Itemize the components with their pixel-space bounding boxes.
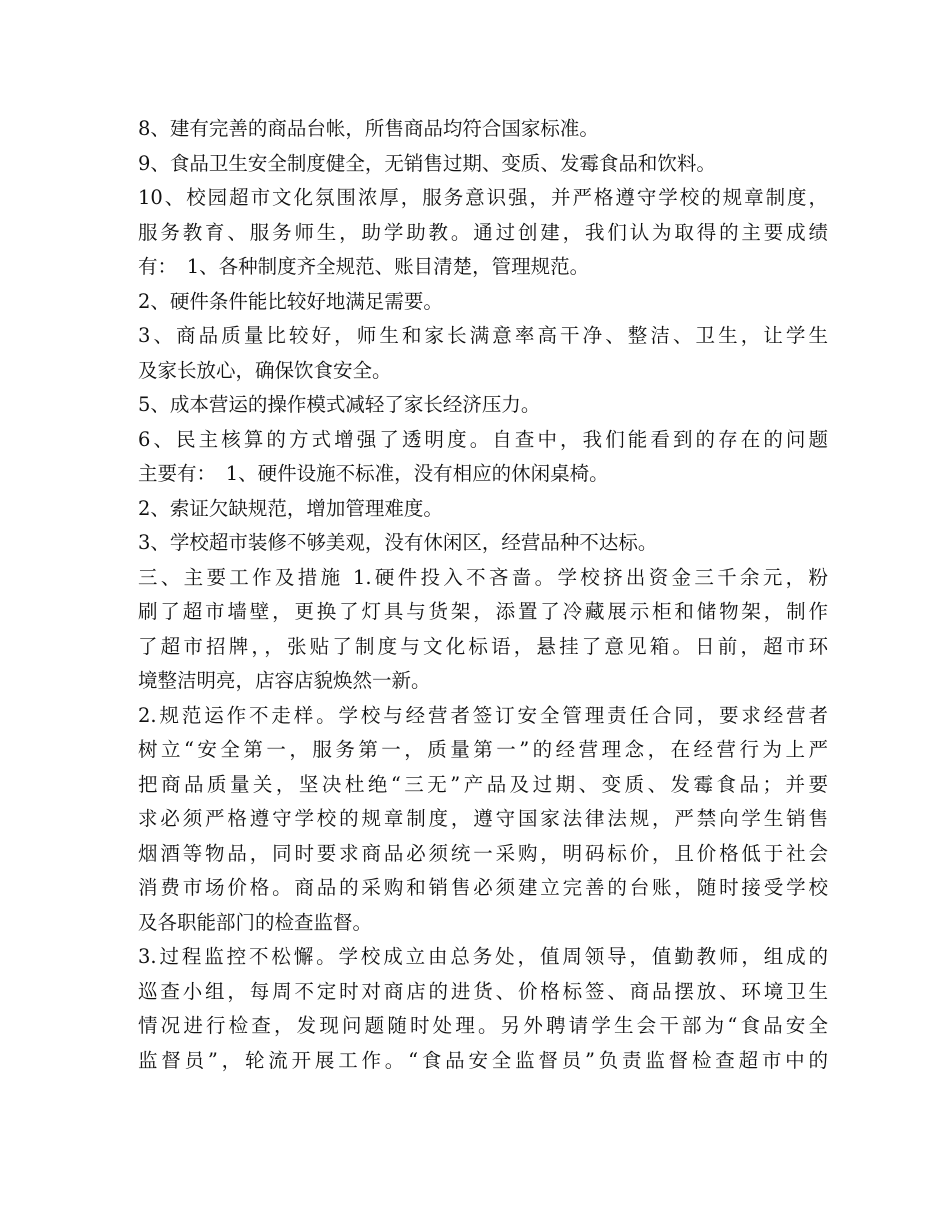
paragraph-line: 8、建有完善的商品台帐，所售商品均符合国家标准。: [138, 117, 599, 140]
paragraph-line: 烟酒等物品，同时要求商品必须统一采购，明码标价，且价格低于社会: [138, 841, 828, 865]
paragraph-line: 服务教育、服务师生，助学助教。通过创建，我们认为取得的主要成绩: [138, 220, 828, 244]
paragraph-line: 6、民主核算的方式增强了透明度。自查中，我们能看到的存在的问题: [138, 427, 828, 451]
paragraph-line: 主要有： 1、硬件设施不标准，没有相应的休闲桌椅。: [138, 462, 609, 485]
paragraph-line: 求必须严格遵守学校的规章制度，遵守国家法律法规，严禁向学生销售: [138, 807, 828, 830]
paragraph-line: 把商品质量关，坚决杜绝“三无”产品及过期、变质、发霉食品；并要: [138, 772, 828, 796]
paragraph-line: 三、主要工作及措施 1.硬件投入不吝啬。学校挤出资金三千余元，粉: [138, 565, 828, 589]
document-body: [138, 112, 828, 1078]
paragraph-line: 了超市招牌，，张贴了制度与文化标语，悬挂了意见箱。日前，超市环: [138, 634, 828, 658]
paragraph-line: 巡查小组，每周不定时对商店的进货、价格标签、商品摆放、环境卫生: [138, 979, 828, 1003]
paragraph-line: 监督员”，轮流开展工作。“食品安全监督员”负责监督检查超市中的: [138, 1048, 828, 1072]
paragraph-line: 2、索证欠缺规范，增加管理难度。: [138, 496, 443, 520]
paragraph-line: 及各职能部门的检查监督。: [138, 910, 373, 934]
paragraph-line: 5、成本营运的操作模式减轻了家长经济压力。: [138, 393, 541, 416]
paragraph-line: 2、硬件条件能比较好地满足需要。: [138, 289, 443, 313]
paragraph-line: 3、学校超市装修不够美观，没有休闲区，经营品种不达标。: [138, 531, 658, 554]
paragraph-line: 有： 1、各种制度齐全规范、账目清楚，管理规范。: [138, 255, 590, 278]
paragraph-line: 及家长放心，确保饮食安全。: [138, 358, 392, 382]
paragraph-line: 消费市场价格。商品的采购和销售必须建立完善的台账，随时接受学校: [138, 876, 828, 899]
paragraph-line: 2.规范运作不走样。学校与经营者签订安全管理责任合同，要求经营者: [138, 703, 828, 727]
paragraph-line: 3、商品质量比较好，师生和家长满意率高干净、整洁、卫生，让学生: [138, 324, 828, 347]
paragraph-line: 10、校园超市文化氛围浓厚，服务意识强，并严格遵守学校的规章制度，: [138, 186, 828, 209]
paragraph-line: 刷了超市墙壁，更换了灯具与货架，添置了冷藏展示柜和储物架，制作: [138, 600, 828, 623]
paragraph-line: 情况进行检查，发现问题随时处理。另外聘请学生会干部为“食品安全: [138, 1014, 828, 1037]
paragraph-line: 9、食品卫生安全制度健全，无销售过期、变质、发霉食品和饮料。: [138, 151, 716, 175]
paragraph-line: 境整洁明亮，店容店貌焕然一新。: [138, 669, 431, 692]
paragraph-line: 3.过程监控不松懈。学校成立由总务处，值周领导，值勤教师，组成的: [138, 945, 828, 968]
paragraph-line: 树立“安全第一，服务第一，质量第一”的经营理念，在经营行为上严: [138, 738, 828, 761]
